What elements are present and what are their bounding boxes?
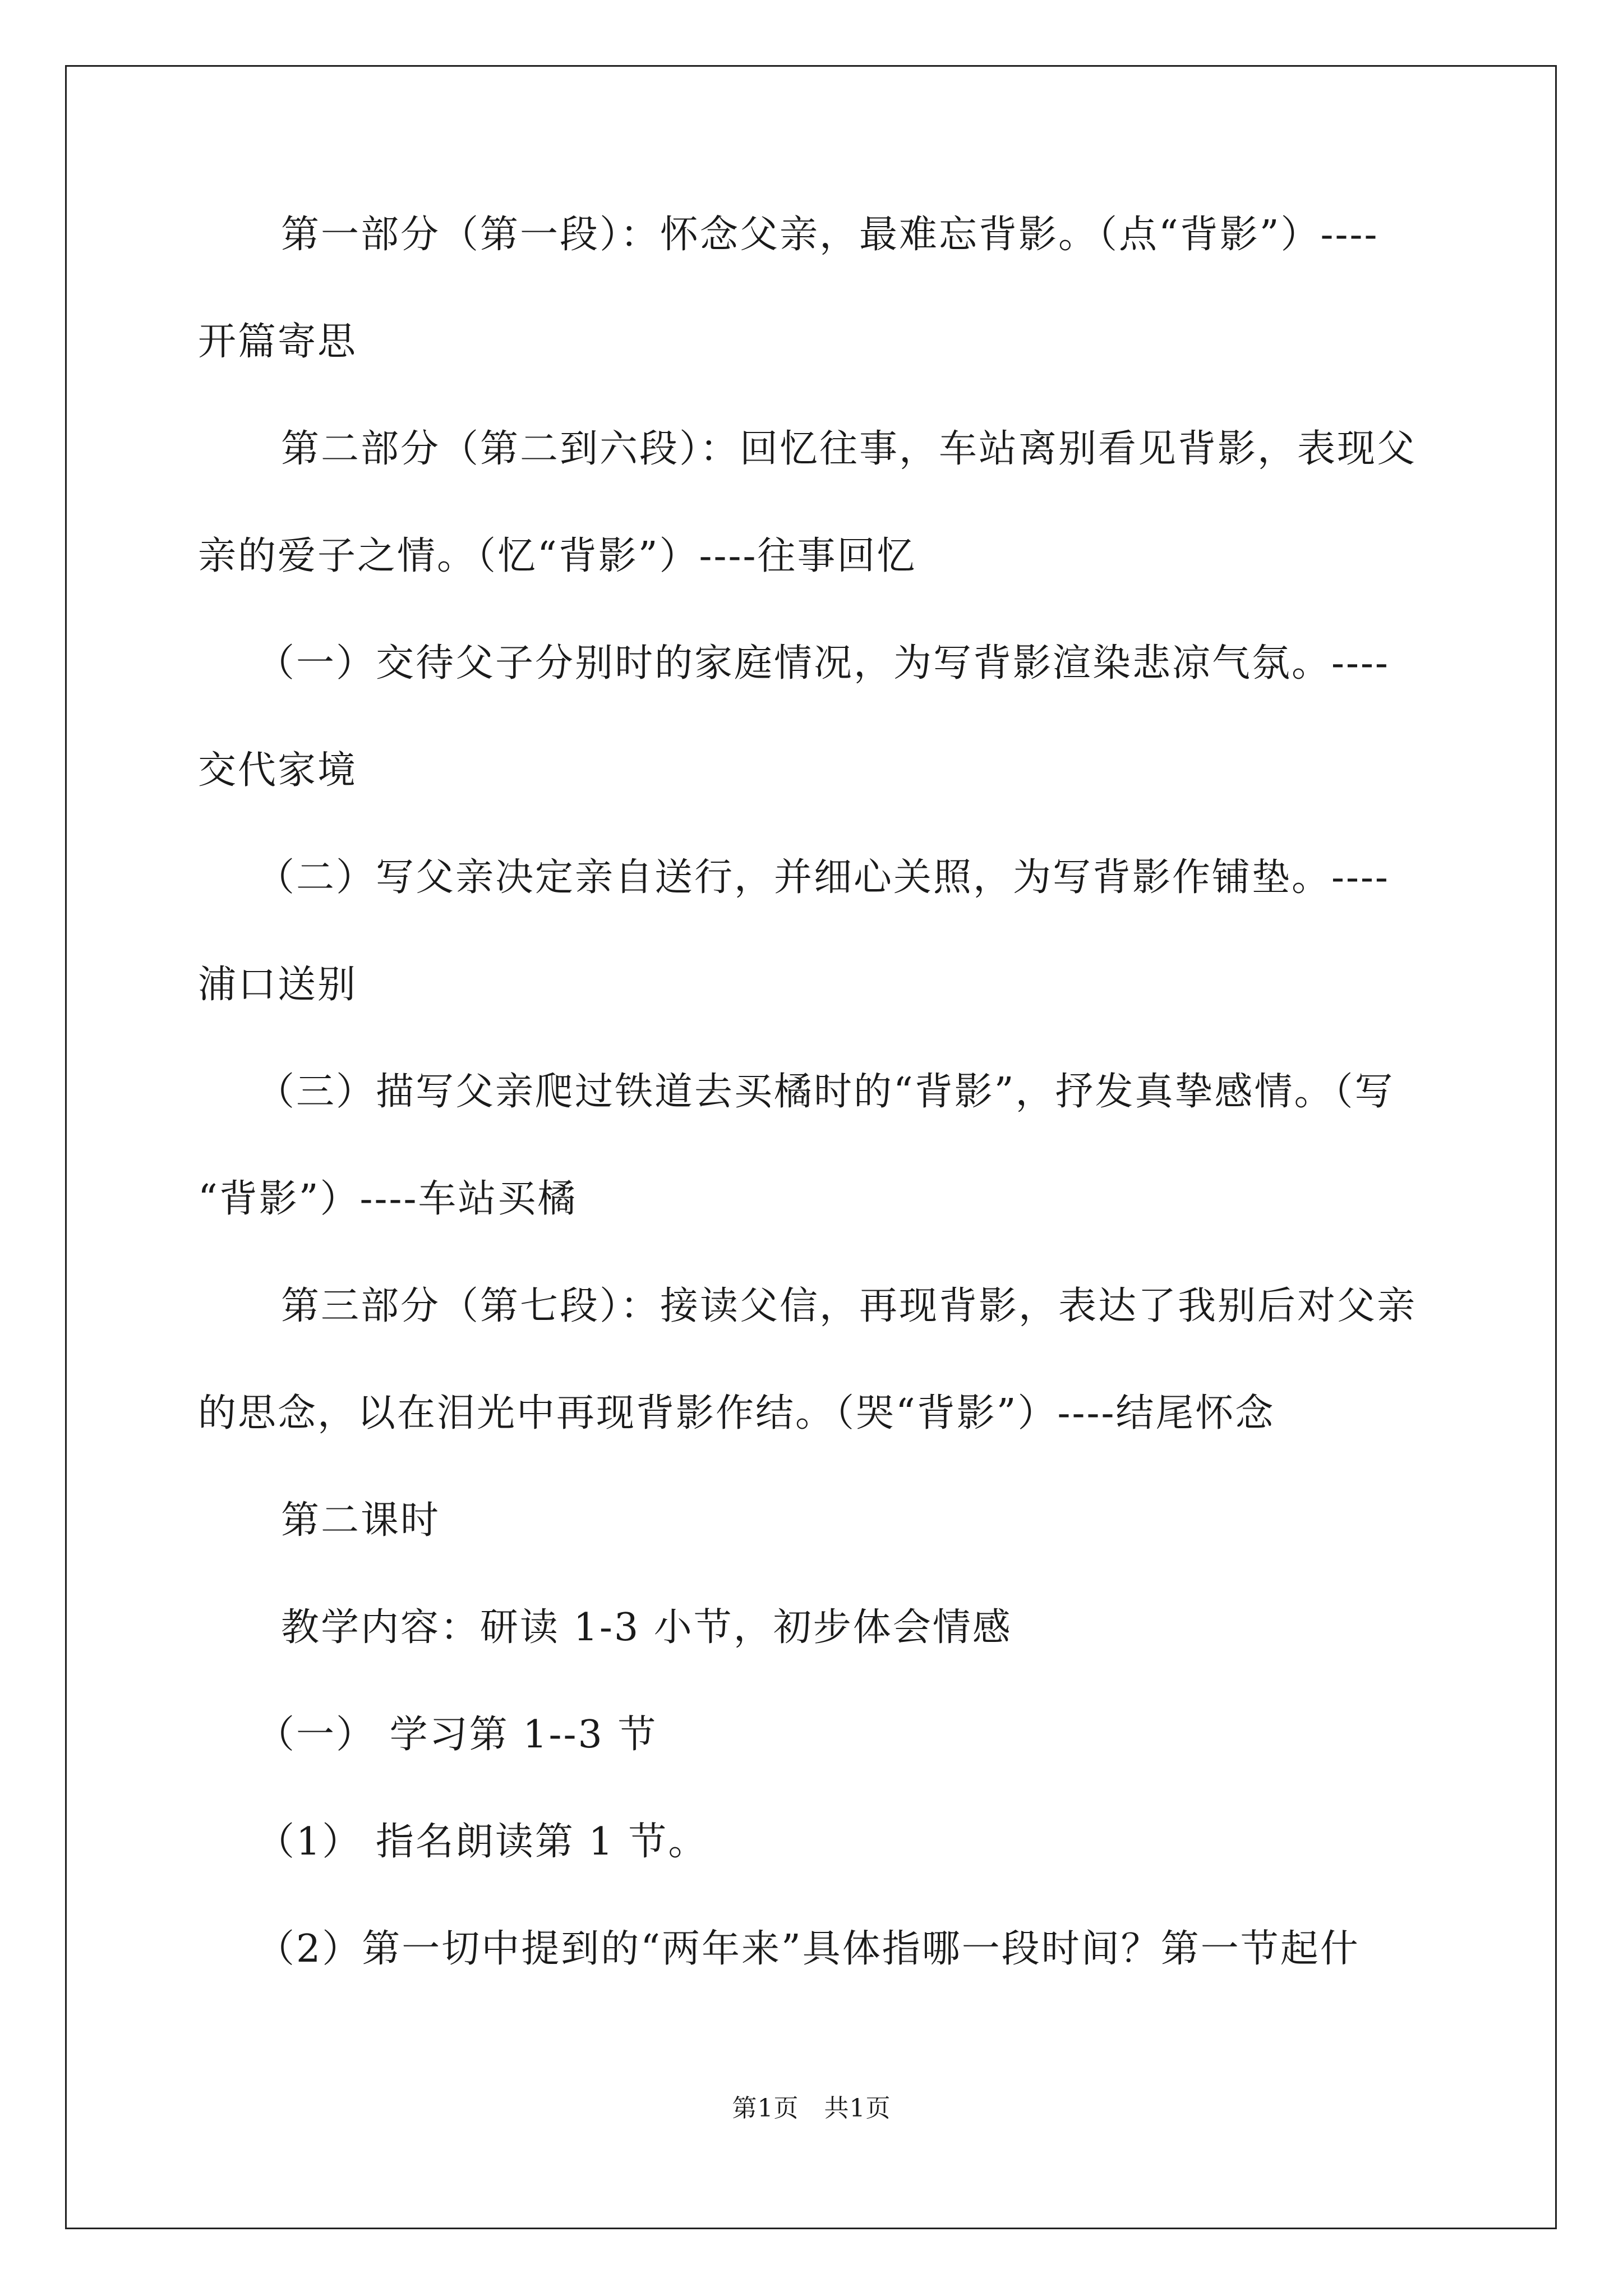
text-line: （二）写父亲决定亲自送行，并细心关照，为写背影作铺垫。---- xyxy=(256,855,1390,900)
page-number-footer: 第1页 共1页 xyxy=(732,2094,891,2123)
text-line: 的思念，以在泪光中再现背影作结。（哭“背影”）----结尾怀念 xyxy=(198,1391,1275,1435)
section-heading: 第二课时 xyxy=(281,1498,441,1543)
text-line: （2）第一切中提到的“两年来”具体指哪一段时间？第一节起什 xyxy=(256,1927,1360,1971)
text-line: （一）交待父子分别时的家庭情况，为写背影渲染悲凉气氛。---- xyxy=(256,641,1390,685)
text-line: （1） 指名朗读第 1 节。 xyxy=(256,1820,708,1864)
text-line: 第一部分（第一段）：怀念父亲，最难忘背影。（点“背影”）---- xyxy=(281,213,1379,257)
text-line: 交代家境 xyxy=(198,748,358,793)
text-line: 开篇寄思 xyxy=(198,320,358,364)
text-line: （一） 学习第 1--3 节 xyxy=(256,1713,658,1757)
text-line: 浦口送别 xyxy=(198,963,358,1007)
page-border xyxy=(65,65,1557,2229)
text-line: “背影”）----车站买橘 xyxy=(198,1177,578,1221)
text-line: （三）描写父亲爬过铁道去买橘时的“背影”，抒发真挚感情。（写 xyxy=(256,1070,1395,1114)
text-line: 第二部分（第二到六段）：回忆往事，车站离别看见背影，表现父 xyxy=(281,427,1417,471)
text-line: 第三部分（第七段）：接读父信，再现背影，表达了我别后对父亲 xyxy=(281,1284,1417,1328)
text-line: 亲的爱子之情。（忆“背影”）----往事回忆 xyxy=(198,534,917,578)
text-line: 教学内容：研读 1-3 小节，初步体会情感 xyxy=(281,1605,1012,1650)
